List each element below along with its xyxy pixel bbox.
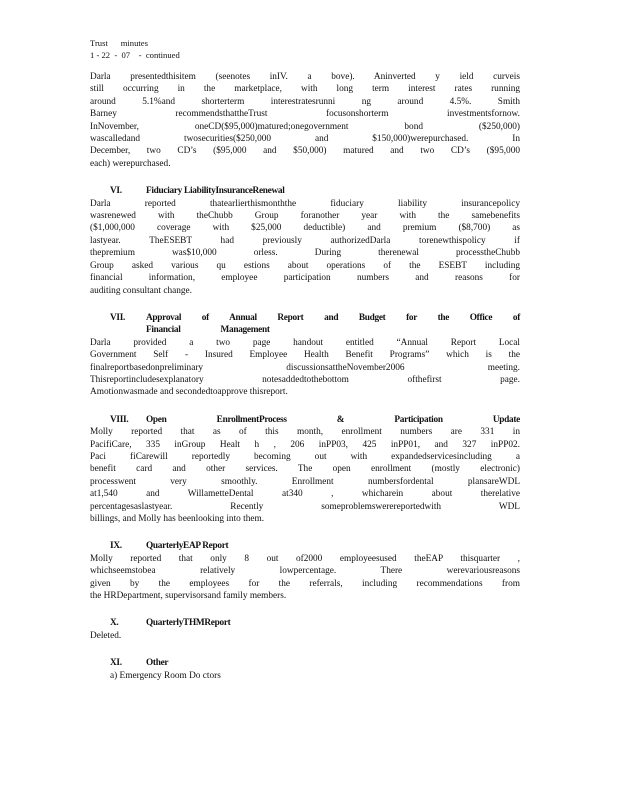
text-line: benefit card and other services. The open enrollment (mostly electronic) [90, 464, 520, 475]
section-11 [90, 657, 520, 682]
section-title: Open EnrollmentProcess & Participation Update [146, 414, 520, 425]
text-line: Deleted. [90, 630, 122, 641]
section-heading [90, 540, 520, 552]
section-title: Other [146, 658, 169, 669]
section-7 [90, 312, 520, 399]
section-number-spacer [90, 324, 146, 336]
section-6 [90, 185, 520, 297]
section-body [90, 337, 520, 399]
section-body [90, 553, 520, 603]
text-line: auditing consultant change. [90, 285, 192, 296]
section-body [90, 670, 520, 682]
text-line: still occurring in the marketplace, with long term interest rates running [90, 84, 520, 95]
section-number: VIII. [110, 414, 129, 425]
text-line: lastyear. TheESEBT had previously authorizedDarla torenewthispolicy if [90, 235, 520, 246]
text-line: Darla provided a two page handout entitled “Annual Report Local [90, 337, 520, 348]
text-line: financial information, employee participation numbers and reasons for [90, 273, 520, 284]
header-page-ref: 1 - 22 - 07 - continued [90, 50, 180, 60]
section-title: Approval of Annual Report and Budget for the Office of [146, 312, 520, 323]
text-line: given by the employees for the referrals, including recommendations from [90, 578, 520, 589]
text-line: Molly reported that as of this month, enrollment numbers are 331 in [90, 427, 520, 438]
section-title: QuarterlyEAP Report [146, 541, 229, 552]
text-line: processwent very smoothly. Enrollment numbersfordental plansareWDL [90, 476, 520, 487]
text-line: Amotionwasmade and secondedtoapprove thisreport. [90, 387, 288, 398]
text-line: at1,540 and WillametteDental at340 , whicharein about therelative [90, 489, 520, 500]
section-number: VII. [110, 312, 126, 323]
section-heading [90, 414, 520, 426]
text-line: wascalledand twosecurities($250,000 and $150,000)werepurchased. In [90, 134, 520, 145]
text-line: Thisreportincludesexplanatory notesaddedtothebottom ofthefirst page. [90, 374, 520, 385]
text-line: ($1,000,000 coverage with $25,000 deductible) and premium ($8,700) as [90, 223, 520, 234]
text-line: Darla reported thatearlierthismonththe fiduciary liability insurancepolicy [90, 198, 520, 209]
section-heading [90, 657, 520, 669]
text-line: percentagesaslastyear. Recently someproblemswerereportedwith WDL [90, 501, 520, 512]
text-line: Paci fiCarewill reportedly becoming out with expandedservicesincluding a [90, 451, 520, 462]
text-line: billings, and Molly has beenlooking into them. [90, 514, 265, 524]
intro-paragraph [90, 71, 520, 170]
section-heading [90, 185, 520, 197]
minutes-page-content [90, 37, 520, 682]
section-title: QuarterlyTHMReport [146, 618, 231, 629]
text-line: Group asked various qu estions about operations of the ESEBT including [90, 260, 520, 271]
text-line: Darla presentedthisitem (seenotes inIV. a bove). Aninverted y ield curveis [90, 72, 520, 82]
section-number: VI. [110, 186, 122, 197]
section-number: XI. [110, 658, 122, 669]
text-line: the HRDepartment, supervisorsand family members. [90, 591, 287, 602]
section-title-line2: Financial Management [146, 325, 270, 336]
section-9 [90, 540, 520, 602]
section-heading-continued [90, 324, 520, 336]
text-line: wasrenewed with theChubb Group foranother year with the samebenefits [90, 211, 520, 222]
section-body [90, 426, 520, 525]
text-line: Barney recommendsthattheTrust focusonshorterm investmentsfornow. [90, 109, 520, 120]
text-line: InNovember, oneCD($95,000)matured;onegovernment bond ($250,000) [90, 121, 520, 132]
section-heading [90, 312, 520, 324]
section-number: X. [110, 618, 119, 629]
section-8 [90, 414, 520, 526]
section-body [90, 198, 520, 297]
section-heading [90, 617, 520, 629]
section-number: IX. [110, 541, 122, 552]
text-line: Molly reported that only 8 out of2000 employeesused theEAP thisquarter , [90, 553, 520, 564]
text-line: finalreportbasedonpreliminary discussionsattheNovember2006 meeting. [90, 362, 520, 373]
header-title: Trust minutes [90, 38, 148, 48]
page-header [90, 37, 520, 61]
section-body [90, 630, 520, 642]
section-title: Fiduciary LiabilityInsuranceRenewal [146, 186, 285, 197]
text-line: December, two CD’s ($95,000 and $50,000) matured and two CD’s ($95,000 [90, 146, 520, 157]
text-line: thepremium was$10,000 orless. During therenewal processtheChubb [90, 248, 520, 259]
text-line: whichseemstobea relatively lowpercentage. There werevariousreasons [90, 566, 520, 577]
section-10 [90, 617, 520, 642]
text-line: a) Emergency Room Do ctors [110, 670, 221, 681]
text-line: PacifiCare, 335 inGroup Healt h , 206 inPP03, 425 inPP01, and 327 inPP02. [90, 439, 520, 450]
text-line: Government Self - Insured Employee Health Benefit Programs” which is the [90, 350, 520, 361]
text-line: around 5.1%and shorterterm interestratesrunni ng around 4.5%. Smith [90, 96, 520, 107]
text-line: each) werepurchased. [90, 158, 171, 169]
